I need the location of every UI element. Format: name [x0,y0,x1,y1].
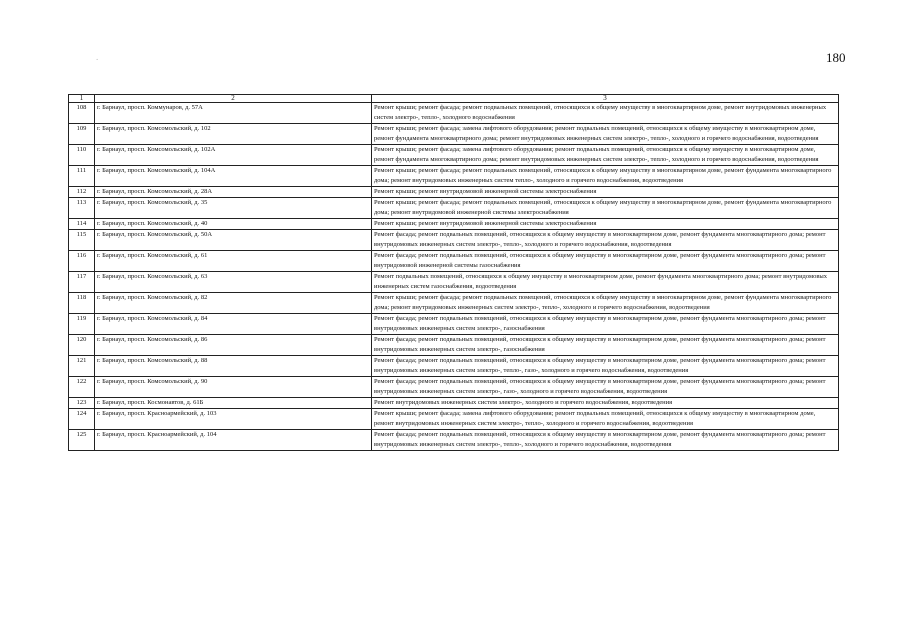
work-description-cell: Ремонт фасада; ремонт подвальных помещений, относящихся к общему имуществу в многоквартирном доме, ремонт фундамента многоквартирного дома; ремонт внутридомовых инженерных систем электро-, газоснабжения [372,314,839,335]
address-cell: г. Барнаул, просп. Комсомольский, д. 102 [95,124,372,145]
row-number-cell: 122 [69,377,95,398]
table-row [69,124,839,145]
column-header-3: 3 [372,95,839,103]
scan-mark: . [96,52,99,62]
address-cell: г. Барнаул, просп. Красноармейский, д. 104 [95,430,372,451]
row-number-cell: 124 [69,409,95,430]
address-cell: г. Барнаул, просп. Комсомольский, д. 84 [95,314,372,335]
work-description-cell: Ремонт крыши; ремонт фасада; замена лифтового оборудования; ремонт подвальных помещений, относящихся к общему имуществу в многоквартирном доме, ремонт фундамента многоквартирного дома; ремонт внутридомовых инженерных систем электро-, тепло-, холодного и горячего водоснабжения, водоотведения [372,124,839,145]
address-cell: г. Барнаул, просп. Комсомольский, д. 50А [95,230,372,251]
address-cell: г. Барнаул, просп. Комсомольский, д. 102А [95,145,372,166]
address-cell: г. Барнаул, просп. Комсомольский, д. 61 [95,251,372,272]
table-row [69,430,839,451]
table-row [69,166,839,187]
table-row [69,198,839,219]
address-cell: г. Барнаул, просп. Комсомольский, д. 63 [95,272,372,293]
work-description-cell: Ремонт крыши; ремонт фасада; ремонт подвальных помещений, относящихся к общему имуществу в многоквартирном доме, ремонт внутридомовых инженерных систем электро-, тепло-, холодного водоснабжения [372,103,839,124]
work-description-cell: Ремонт подвальных помещений, относящихся к общему имуществу в многоквартирном доме, ремонт фундамента многоквартирного дома; ремонт внутридомовых инженерных систем газоснабжения, водоотведения [372,272,839,293]
table-row [69,187,839,198]
address-cell: г. Барнаул, просп. Комсомольский, д. 86 [95,335,372,356]
column-number-row [69,95,839,103]
work-description-cell: Ремонт фасада; ремонт подвальных помещений, относящихся к общему имуществу в многоквартирном доме, ремонт фундамента многоквартирного дома; ремонт внутридомовых инженерных систем электро-, тепло-, холодного и горячего водоснабжения, водоотведения [372,430,839,451]
row-number-cell: 115 [69,230,95,251]
table-row [69,293,839,314]
work-description-cell: Ремонт крыши; ремонт фасада; замена лифтового оборудования; ремонт подвальных помещений, относящихся к общему имуществу в многоквартирном доме, ремонт внутридомовых инженерных систем электро-, тепло-, холодного и горячего водоснабжения, водоотведения [372,409,839,430]
row-number-cell: 108 [69,103,95,124]
work-description-cell: Ремонт фасада; ремонт подвальных помещений, относящихся к общему имуществу в многоквартирном доме, ремонт фундамента многоквартирного дома; ремонт внутридомовых инженерных систем электро-, газоснабжения [372,335,839,356]
address-cell: г. Барнаул, просп. Комсомольский, д. 88 [95,356,372,377]
row-number-cell: 113 [69,198,95,219]
work-description-cell: Ремонт крыши; ремонт фасада; ремонт подвальных помещений, относящихся к общему имуществу в многоквартирном доме, ремонт фундамента многоквартирного дома; ремонт внутридомовых инженерных систем электро-, тепло-, холодного и горячего водоснабжения, водоотведения [372,293,839,314]
work-description-cell: Ремонт крыши; ремонт внутридомовой инженерной системы электроснабжения [372,187,839,198]
address-cell: г. Барнаул, просп. Комсомольский, д. 40 [95,219,372,230]
address-cell: г. Барнаул, просп. Комсомольский, д. 104А [95,166,372,187]
address-cell: г. Барнаул, просп. Комсомольский, д. 28А [95,187,372,198]
column-header-1: 1 [69,95,95,103]
row-number-cell: 112 [69,187,95,198]
row-number-cell: 109 [69,124,95,145]
work-description-cell: Ремонт фасада; ремонт подвальных помещений, относящихся к общему имуществу в многоквартирном доме, ремонт фундамента многоквартирного дома; ремонт внутридомовых инженерных систем электро-, газо-, холодного и горячего водоснабжения, водоотведения [372,377,839,398]
page-number: 180 [826,50,846,65]
work-description-cell: Ремонт крыши; ремонт фасада; замена лифтового оборудования; ремонт подвальных помещений, относящихся к общему имуществу в многоквартирном доме, ремонт фундамента многоквартирного дома; ремонт внутридомовых инженерных систем электро-, тепло-, холодного и горячего водоснабжения, водоотведения [372,145,839,166]
table-row [69,251,839,272]
row-number-cell: 116 [69,251,95,272]
address-cell: г. Барнаул, просп. Красноармейский, д. 103 [95,409,372,430]
work-description-cell: Ремонт внутридомовых инженерных систем электро-, холодного и горячего водоснабжения, водоотведения [372,398,839,409]
table-row [69,398,839,409]
work-description-cell: Ремонт крыши; ремонт внутридомовой инженерной системы электроснабжения [372,219,839,230]
table-row [69,145,839,166]
table-row [69,103,839,124]
table-row [69,409,839,430]
row-number-cell: 123 [69,398,95,409]
row-number-cell: 117 [69,272,95,293]
work-description-cell: Ремонт крыши; ремонт фасада; ремонт подвальных помещений, относящихся к общему имуществу в многоквартирном доме, ремонт фундамента многоквартирного дома; ремонт внутридомовых инженерных систем тепло-, холодного и горячего водоснабжения, водоотведения [372,166,839,187]
row-number-cell: 114 [69,219,95,230]
work-description-cell: Ремонт фасада; ремонт подвальных помещений, относящихся к общему имуществу в многоквартирном доме, ремонт фундамента многоквартирного дома; ремонт внутридомовых инженерных систем электро-, тепло-, холодного и горячего водоснабжения, водоотведения [372,230,839,251]
work-description-cell: Ремонт фасада; ремонт подвальных помещений, относящихся к общему имуществу в многоквартирном доме, ремонт фундамента многоквартирного дома; ремонт внутридомовой инженерной системы газоснабжения [372,251,839,272]
column-header-2: 2 [95,95,372,103]
row-number-cell: 111 [69,166,95,187]
table-row [69,219,839,230]
address-cell: г. Барнаул, просп. Космонавтов, д. 61Б [95,398,372,409]
table-row [69,335,839,356]
row-number-cell: 119 [69,314,95,335]
row-number-cell: 125 [69,430,95,451]
address-cell: г. Барнаул, просп. Коммунаров, д. 57А [95,103,372,124]
row-number-cell: 121 [69,356,95,377]
table-body [69,103,839,451]
table-row [69,356,839,377]
table-row [69,377,839,398]
row-number-cell: 118 [69,293,95,314]
table-row [69,314,839,335]
address-cell: г. Барнаул, просп. Комсомольский, д. 35 [95,198,372,219]
address-cell: г. Барнаул, просп. Комсомольский, д. 90 [95,377,372,398]
row-number-cell: 110 [69,145,95,166]
row-number-cell: 120 [69,335,95,356]
table-row [69,272,839,293]
repair-schedule-table [68,94,839,451]
address-cell: г. Барнаул, просп. Комсомольский, д. 82 [95,293,372,314]
work-description-cell: Ремонт фасада; ремонт подвальных помещений, относящихся к общему имуществу в многоквартирном доме, ремонт фундамента многоквартирного дома; ремонт внутридомовых инженерных систем электро-, тепло-, газо-, холодного и горячего водоснабжения, водоотведения [372,356,839,377]
table-row [69,230,839,251]
work-description-cell: Ремонт крыши; ремонт фасада; ремонт подвальных помещений, относящихся к общему имуществу в многоквартирном доме, ремонт фундамента многоквартирного дома; ремонт внутридомовой инженерной системы электроснабжения [372,198,839,219]
